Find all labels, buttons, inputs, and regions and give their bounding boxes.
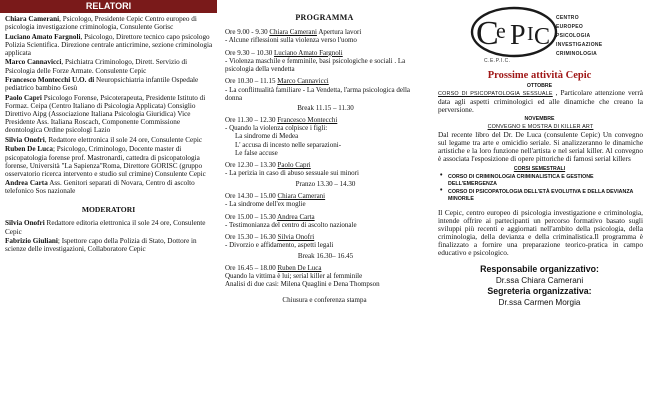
programma-slot bbox=[225, 192, 426, 208]
logo-word: EUROPEO bbox=[556, 24, 584, 30]
moderatori-entry bbox=[5, 237, 213, 253]
slot-header bbox=[225, 213, 426, 221]
relatori-entry bbox=[5, 76, 213, 92]
slot-speaker: Andrea Carta bbox=[277, 212, 315, 221]
relatori-desc: Neuropsichiatria infantile Ospedale pediatrico bambino Gesù bbox=[5, 76, 199, 93]
slot-header bbox=[225, 116, 426, 124]
slot-time: Ore 12.30 – 13.30 bbox=[225, 161, 278, 170]
relatori-list bbox=[0, 13, 217, 195]
slot-topic: - Testimonianza del centro di ascolto nazionale bbox=[225, 220, 357, 229]
logo-word: PSICOLOGIA bbox=[556, 33, 591, 39]
programma-heading: PROGRAMMA bbox=[295, 13, 354, 22]
slot-topic: - La perizia in caso di abuso sessuale sui minori bbox=[225, 169, 359, 178]
slot-after: Apertura lavori bbox=[316, 28, 362, 36]
relatori-entry bbox=[5, 179, 213, 195]
slot-header bbox=[225, 264, 426, 272]
slot-topic: - La conflittualità familiare - La Vendetta, l'arma psicologica della donna bbox=[225, 85, 410, 102]
relatori-desc: ; Psicologo, Criminologo, Docente master di psicopatologia forense prof. Mastronardi, cattedra di psicopatologia forense, Università "La Sapienza"Roma, Direttore GORISC (gruppo osservatorio ricerca intervento e studio sul crimine) Consulente Cepic bbox=[5, 145, 206, 178]
programma-slot bbox=[225, 264, 426, 288]
novembre-event-desc: Dal recente libro del Dr. De Luca (consulente Cepic) Un convegno sul legame tra arte e omicidio seriale. Si analizzeranno le dinamiche artistiche e la loro funzione nell'artista e nel serial killer. Al convegno è associata l'esposizione di opere pittoriche di famosi serial killers bbox=[438, 130, 643, 163]
relatori-entry bbox=[5, 58, 213, 74]
slot-topic: - Quando la violenza colpisce i figli: bbox=[225, 124, 328, 133]
moderatori-desc: ; Ispettore capo della Polizia di Stato, Dottore in scienze delle investigazioni, Collaboratore Cepic bbox=[5, 237, 197, 254]
corsi-semestrali-heading: CORSI SEMESTRALI bbox=[513, 166, 566, 172]
break-time: Break 16.30– 16.45 bbox=[297, 251, 354, 260]
relatori-entry bbox=[5, 15, 213, 31]
relatori-name: Silvia Onofri bbox=[5, 135, 45, 144]
responsabili-block bbox=[432, 264, 647, 308]
ottobre-course-desc: , Particolare attenzione verrà data agli aspetti criminologici ed alle dinamiche che creano la perversione. bbox=[438, 88, 643, 114]
relatori-name: Francesco Montecchi U.O. di bbox=[5, 76, 95, 85]
svg-text:P: P bbox=[510, 20, 526, 51]
programma-column bbox=[219, 0, 430, 408]
slot-time: Ore 10.30 – 11.15 bbox=[225, 77, 278, 86]
corso-item: • CORSO DI PSICOPATOLOGIA DELL'ETÀ EVOLUTIVA E DELLA DEVIANZA MINORILE bbox=[448, 189, 641, 203]
relatori-name: Luciano Amato Fargnoli bbox=[5, 32, 81, 41]
org-label: Responsabile organizzativo: bbox=[480, 263, 599, 274]
corsi-list bbox=[432, 172, 647, 203]
programma-slot bbox=[225, 233, 426, 249]
svg-text:e: e bbox=[496, 18, 506, 43]
moderatori-desc: Redattore editoria elettronica il sole 24 ore, Consulente Cepic bbox=[5, 219, 206, 236]
moderatori-heading: MODERATORI bbox=[81, 205, 136, 215]
programma-slot bbox=[225, 77, 426, 101]
month-novembre: NOVEMBRE bbox=[524, 116, 555, 122]
slot-speaker: Marco Cannavicci bbox=[277, 77, 329, 86]
relatori-heading: RELATORI bbox=[0, 0, 217, 13]
slot-subtopic: La sindrome di Medea bbox=[235, 132, 299, 141]
novembre-text bbox=[432, 122, 647, 163]
cepic-logo-mark-icon bbox=[468, 4, 558, 60]
novembre-event-name: CONVEGNO E MOSTRA DI KILLER ART bbox=[487, 124, 594, 130]
moderatori-name: Silvia Onofri bbox=[5, 219, 45, 228]
logo-word: CENTRO bbox=[556, 15, 579, 21]
relatori-name: Chiara Camerani bbox=[5, 15, 60, 23]
programma-slot bbox=[225, 116, 426, 156]
slot-time: Ore 9.30 – 10.30 bbox=[225, 48, 274, 57]
slot-header bbox=[225, 161, 426, 169]
moderatori-name: Fabrizio Giuliani bbox=[5, 237, 58, 246]
relatori-name: Marco Cannavicci bbox=[5, 58, 62, 67]
logo-word: CRIMINOLOGIA bbox=[556, 51, 598, 57]
slot-speaker: Paolo Capri bbox=[277, 161, 311, 170]
slot-topic: Analisi di due casi: Milena Quaglini e Dena Thompson bbox=[225, 280, 380, 289]
slot-time: Ore 11.30 – 12.30 bbox=[225, 116, 278, 125]
ottobre-course-name: CORSO DI PSICOPATOLOGIA SESSUALE bbox=[438, 91, 553, 97]
svg-text:I: I bbox=[527, 23, 534, 45]
slot-time: Ore 9.00 - 9.30 bbox=[225, 28, 270, 36]
moderatori-entry bbox=[5, 219, 213, 235]
programma-slot bbox=[225, 213, 426, 229]
slot-subtopic: Le false accuse bbox=[235, 148, 278, 157]
slot-speaker: Chiara Camerani bbox=[269, 28, 317, 36]
relatori-desc: , Psicologo, Direttore tecnico capo psicologo Polizia Scientifica. Direzione centrale anticrimine, sezione criminologia applicata bbox=[5, 32, 213, 57]
logo-caption: C.E.P.I.C. bbox=[484, 58, 511, 64]
relatori-desc: , Psicologo, Presidente Cepic Centro europeo di psicologia investigazione criminologia, Consulente Gorisc bbox=[5, 15, 197, 32]
slot-header bbox=[225, 233, 426, 241]
break-time: Break 11.15 – 11.30 bbox=[297, 104, 354, 113]
relatori-entry bbox=[5, 145, 213, 177]
relatori-column bbox=[0, 0, 217, 408]
closing-note: Chiusura e conferenza stampa bbox=[282, 296, 367, 305]
corso-item: • CORSO DI CRIMINOLOGIA CRIMINALISTICA E GESTIONE DELL'EMERGENZA bbox=[448, 174, 641, 188]
slot-time: Ore 14.30 – 15.00 bbox=[225, 191, 278, 200]
programma-list bbox=[219, 28, 430, 288]
slot-header bbox=[225, 49, 426, 57]
relatori-entry bbox=[5, 94, 213, 134]
moderatori-list bbox=[0, 217, 217, 253]
slot-topic: - Violenza maschile e femminile, basi psicologiche e sociali . La psicologia della vendetta bbox=[225, 56, 406, 73]
slot-header bbox=[225, 192, 426, 200]
logo-word: INVESTIGAZIONE bbox=[556, 42, 603, 48]
slot-topic: - Alcune riflessioni sulla violenza verso l'uomo bbox=[225, 36, 357, 45]
cepic-logo bbox=[432, 0, 647, 70]
seg-name: Dr.ssa Carmen Morgia bbox=[498, 297, 581, 307]
programma-slot bbox=[225, 161, 426, 177]
slot-time: Ore 16.45 – 18.00 bbox=[225, 263, 278, 272]
slot-speaker: Silvia Onofri bbox=[277, 233, 315, 242]
relatori-name: Ruben De Luca bbox=[5, 145, 53, 154]
slot-speaker: Chiara Camerani bbox=[277, 191, 326, 200]
relatori-entry bbox=[5, 136, 213, 144]
programma-slot bbox=[225, 28, 426, 44]
slot-topic: - Divorzio e affidamento, aspetti legali bbox=[225, 241, 334, 250]
relatori-desc: , Psichiatra Criminologo, Dirett. Servizio di Psicologia delle Forze Armate. Consulente Cepic bbox=[5, 58, 188, 75]
relatori-desc: , Redattore elettronica il sole 24 ore, Consulente Cepic bbox=[44, 135, 203, 144]
slot-time: Ore 15.30 – 16.30 bbox=[225, 233, 278, 242]
cepic-description: Il Cepic, centro europeo di psicologia investigazione e criminologia, intende offrire ai partecipanti un percorso formativo basato sugli sviluppi più recenti e aggiornati nell'ambito della psicologia, della criminologia, della devianza e della criminalistica.Il programma è finalizzato a fornire una preparazione teorico-pratica in campo educativo e psicologico. bbox=[438, 207, 643, 257]
slot-header bbox=[225, 28, 426, 36]
svg-text:C: C bbox=[534, 24, 551, 50]
month-ottobre: OTTOBRE bbox=[526, 83, 553, 89]
logo-words bbox=[556, 14, 602, 59]
seg-label: Segreteria organizzativa: bbox=[487, 285, 592, 296]
svg-text:C: C bbox=[476, 15, 499, 52]
relatori-name: Andrea Carta bbox=[5, 179, 48, 188]
slot-subtopic: L' accusa di incesto nelle separazioni- bbox=[235, 140, 342, 149]
attivita-title: Prossime attività Cepic bbox=[487, 70, 592, 81]
slot-speaker: Luciano Amato Fargnoli bbox=[274, 48, 343, 57]
relatori-entry bbox=[5, 33, 213, 57]
attivita-column bbox=[432, 0, 647, 408]
slot-header bbox=[225, 77, 426, 85]
relatori-name: Paolo Capri bbox=[5, 93, 42, 102]
ottobre-text bbox=[432, 89, 647, 114]
slot-topic: Quando la vittima è lui; serial killer al femminile bbox=[225, 272, 363, 281]
slot-speaker: Francesco Montecchi bbox=[277, 116, 338, 125]
relatori-desc: Ass. Genitori separati di Novara, Centro di ascolto telefonico Sos nazionale bbox=[5, 179, 195, 196]
org-name: Dr.ssa Chiara Camerani bbox=[495, 275, 584, 285]
relatori-desc: Psicologo Forense, Psicoterapeuta, Presidente Istituto di Formaz. Ceipa (Centro Italiano di Psicologia Applicata) Consiglio Direttivo Aipg (Associazione Italiana Psicologia Giuridica) Vice Presidente Ass. Italiana Roscach, Componente Commissione deontologica Ordine psicologi Lazio bbox=[5, 93, 206, 135]
slot-time: Ore 15.00 – 15.30 bbox=[225, 212, 278, 221]
break-time: Pranzo 13.30 – 14.30 bbox=[295, 179, 356, 188]
slot-speaker: Ruben De Luca bbox=[277, 263, 322, 272]
slot-topic: - La sindrome dell'ex moglie bbox=[225, 200, 306, 208]
programma-slot bbox=[225, 49, 426, 73]
